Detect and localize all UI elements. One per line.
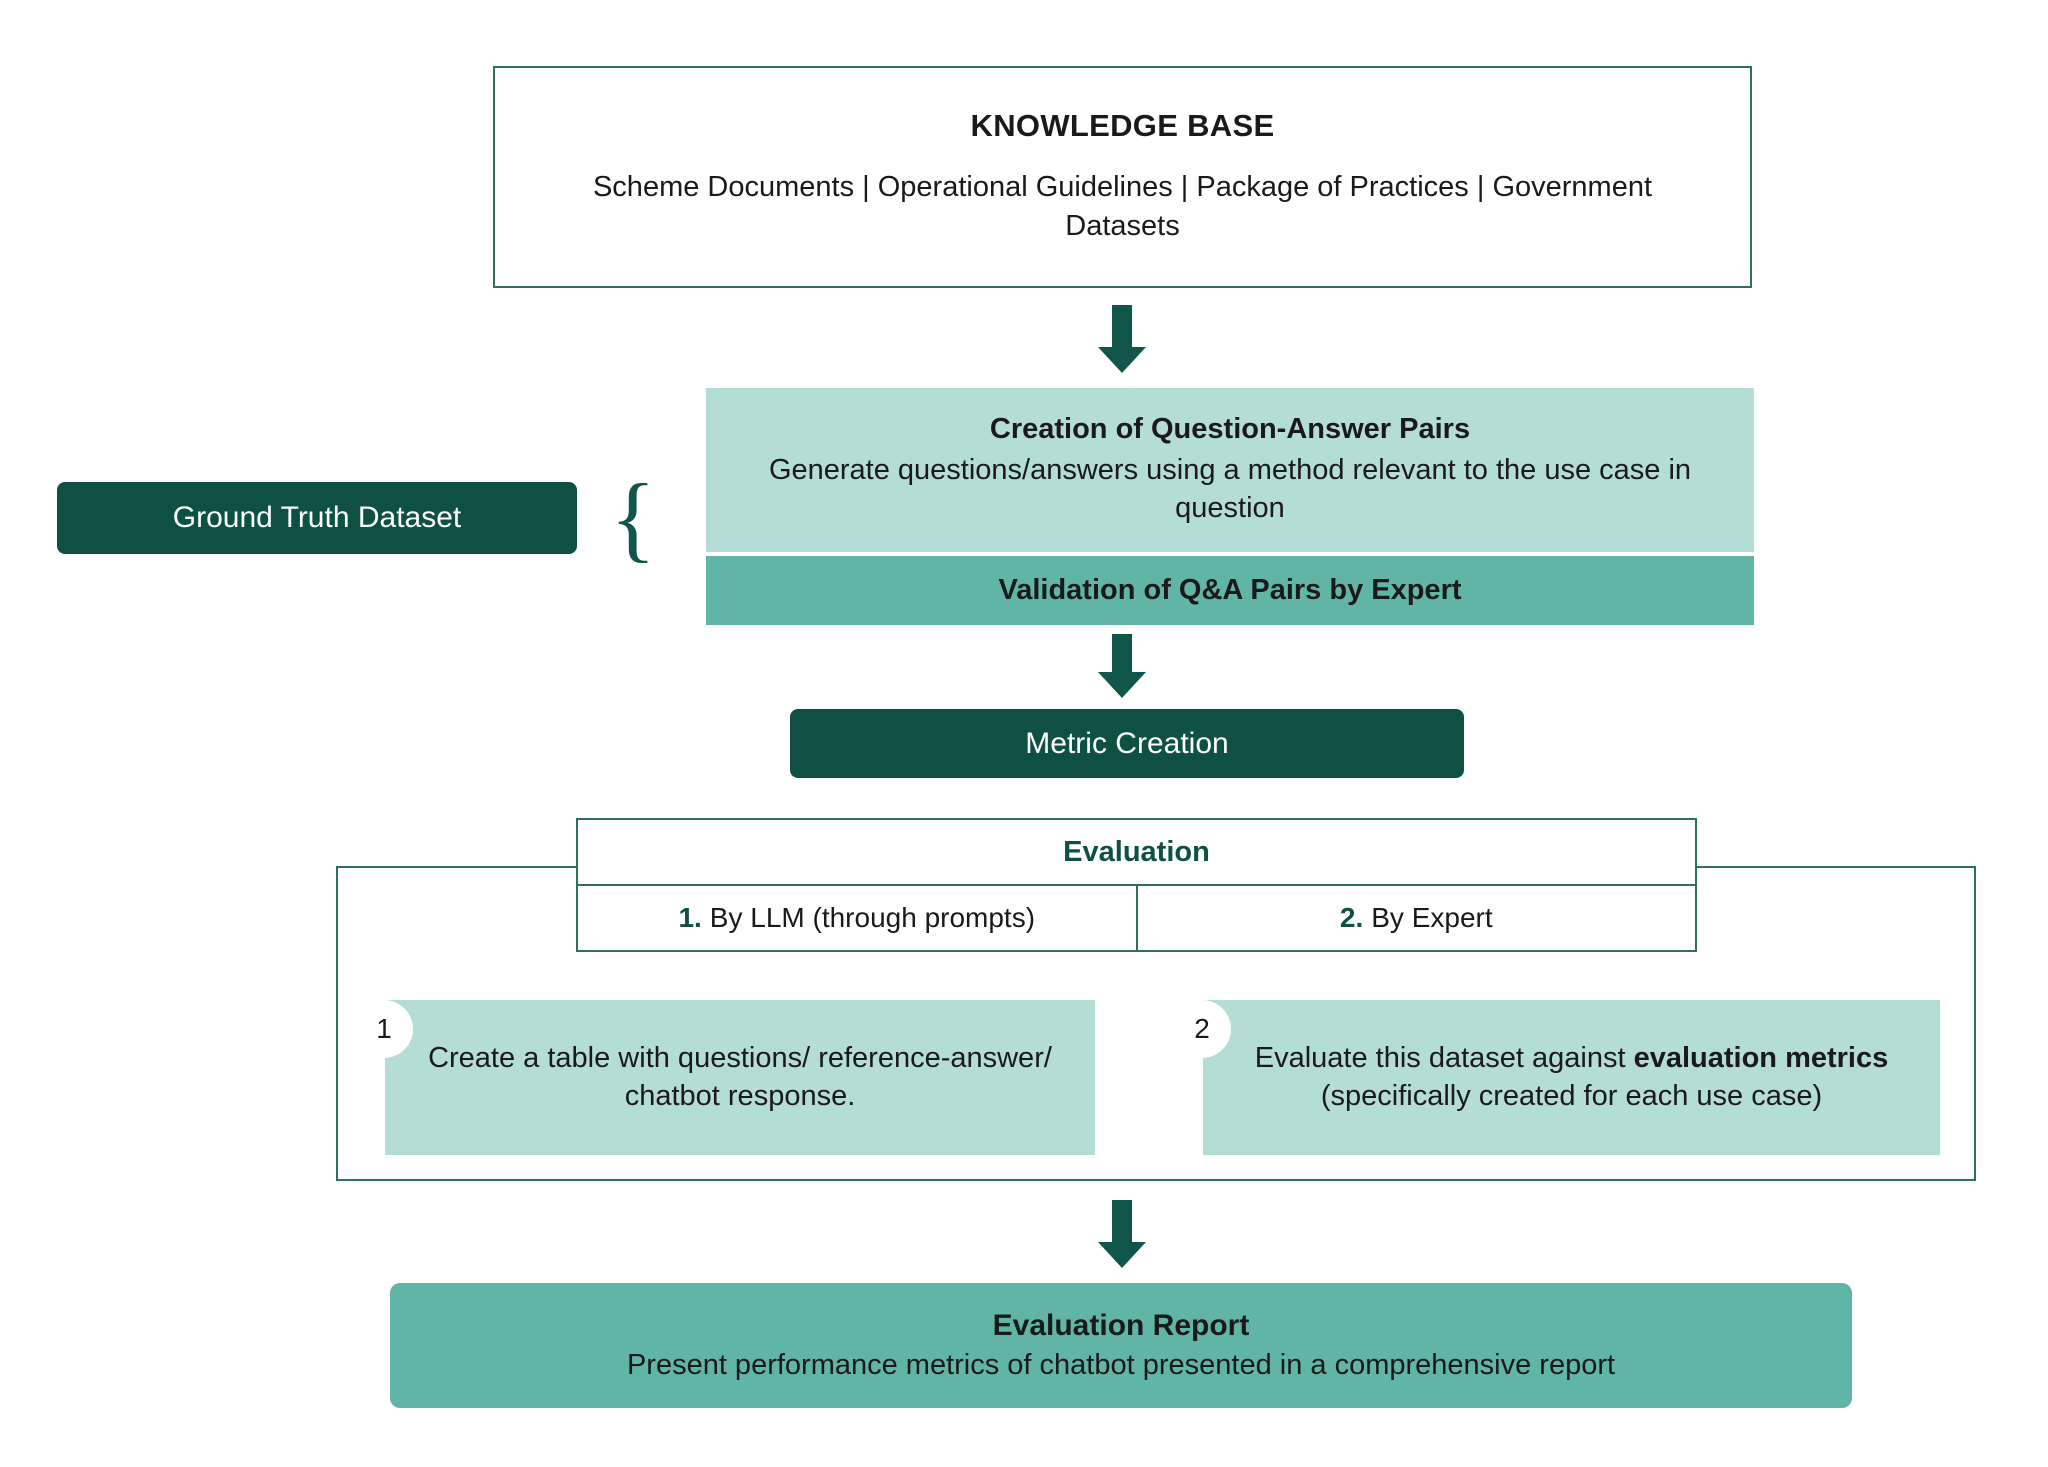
- evaluation-column-llm-number: 1.: [678, 902, 702, 933]
- evaluation-column-expert: [1138, 886, 1696, 950]
- evaluation-step-1-card: [385, 1000, 1095, 1155]
- knowledge-base-box: [493, 66, 1752, 288]
- evaluation-step-2-text-before: Evaluate this dataset against: [1254, 1041, 1634, 1074]
- evaluation-report-box: [390, 1283, 1852, 1408]
- knowledge-base-subtitle: Scheme Documents | Operational Guidelines | Package of Practices | Government Datasets: [592, 171, 1653, 242]
- metric-creation-box: [790, 709, 1464, 778]
- qa-validation-box: [706, 556, 1754, 625]
- evaluation-step-2-text-after: (specifically created for each use case): [1320, 1079, 1823, 1112]
- evaluation-step-2-card: [1203, 1000, 1940, 1155]
- evaluation-header: [578, 820, 1695, 886]
- qa-validation-title: Validation of Q&A Pairs by Expert: [998, 574, 1462, 606]
- evaluation-report-subtitle: Present performance metrics of chatbot presented in a comprehensive report: [626, 1349, 1616, 1381]
- evaluation-step-2-text: [1231, 1040, 1912, 1115]
- qa-creation-box: [706, 388, 1754, 552]
- evaluation-column-llm: [578, 886, 1138, 950]
- qa-creation-description: Generate questions/answers using a method relevant to the use case in question: [768, 454, 1692, 524]
- evaluation-table: [576, 818, 1697, 952]
- metric-creation-label: Metric Creation: [1025, 726, 1229, 760]
- evaluation-step-1-text: Create a table with questions/ reference-answer/ chatbot response.: [428, 1041, 1052, 1112]
- evaluation-column-expert-label: By Expert: [1371, 902, 1493, 933]
- evaluation-header-label: Evaluation: [1063, 835, 1210, 868]
- qa-creation-title: Creation of Question-Answer Pairs: [989, 413, 1471, 446]
- evaluation-report-title: Evaluation Report: [992, 1309, 1250, 1342]
- evaluation-columns: [578, 886, 1695, 950]
- ground-truth-dataset-label: Ground Truth Dataset: [172, 501, 462, 534]
- evaluation-step-2-text-bold: evaluation metrics: [1633, 1041, 1889, 1074]
- evaluation-step-2-badge: 2: [1173, 1000, 1231, 1058]
- brace-icon: {: [610, 464, 657, 571]
- ground-truth-dataset-pill: [57, 482, 577, 554]
- knowledge-base-title: KNOWLEDGE BASE: [970, 108, 1275, 144]
- evaluation-step-1-badge: 1: [355, 1000, 413, 1058]
- evaluation-column-expert-number: 2.: [1339, 902, 1364, 933]
- evaluation-column-llm-label: By LLM (through prompts): [709, 902, 1036, 933]
